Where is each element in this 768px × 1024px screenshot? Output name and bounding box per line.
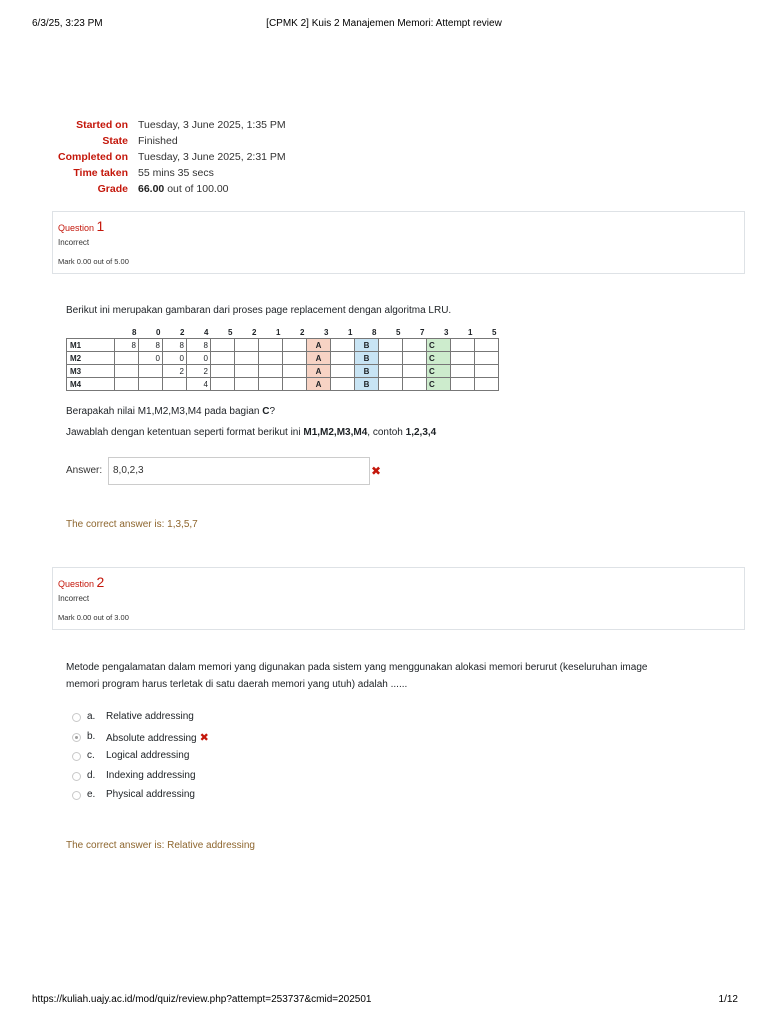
lru-cell [211,352,235,365]
option-text: Indexing addressing [106,769,196,781]
lru-header-cell: 4 [204,327,209,337]
lru-header-cell: 1 [468,327,473,337]
option-text: Logical addressing [106,750,190,761]
lru-cell: 8 [187,339,211,352]
q1-question-pre: Berapakah nilai M1,M2,M3,M4 pada bagian [66,406,263,417]
lru-cell [235,339,259,352]
lru-cell [139,378,163,391]
print-url: https://kuliah.uajy.ac.id/mod/quiz/review.php?attempt=253737&cmid=202501 [32,994,372,1005]
lru-header-cell: 1 [276,327,281,337]
question-1-number [58,218,104,234]
option-letter: b. [87,730,96,742]
question-1-prefix: Question [58,223,97,233]
lru-cell [451,352,475,365]
lru-cell [379,339,403,352]
completed-label: Completed on [58,151,128,163]
answer-label: Answer: [66,465,103,476]
lru-cell [259,339,283,352]
lru-header-cell: 2 [300,327,305,337]
lru-cell [331,365,355,378]
lru-header-cell: 5 [228,327,233,337]
lru-row-label: M4 [67,378,115,391]
lru-header-cell: 1 [348,327,353,337]
lru-cell [259,352,283,365]
question-2-num: 2 [96,574,105,590]
option-text-wrap [106,731,209,744]
lru-cell: 8 [163,339,187,352]
option-letter: a. [87,711,96,722]
lru-cell: B [355,352,379,365]
lru-cell [259,365,283,378]
lru-cell [211,378,235,391]
summary-state [58,133,286,149]
lru-cell: B [355,339,379,352]
question-1-instruction [66,424,436,441]
lru-cell: C [427,365,451,378]
question-1-correct-answer: The correct answer is: 1,3,5,7 [66,519,198,530]
question-2-number [58,574,104,590]
q1-instruction-bold2: 1,2,3,4 [405,427,437,438]
lru-cell: A [307,339,331,352]
option-text: Absolute addressing [106,732,197,744]
option-letter: e. [87,789,96,800]
question-1-num: 1 [96,218,105,234]
completed-value: Tuesday, 3 June 2025, 2:31 PM [138,151,286,163]
lru-cell [331,378,355,391]
lru-cell: C [427,339,451,352]
radio-selected-icon[interactable] [72,733,81,742]
lru-cell: 2 [163,365,187,378]
lru-header-cell: 5 [396,327,401,337]
lru-cell [403,378,427,391]
option-text: Relative addressing [106,711,194,722]
lru-table [66,326,499,391]
lru-cell [403,352,427,365]
lru-header-cell: 7 [420,327,425,337]
attempt-summary [58,117,286,197]
question-2-mark: Mark 0.00 out of 3.00 [58,613,129,622]
lru-corner [67,326,115,339]
radio-icon[interactable] [72,752,81,761]
lru-cell [475,365,499,378]
radio-icon[interactable] [72,772,81,781]
lru-cell [403,365,427,378]
lru-cell [283,365,307,378]
lru-header-cell: 3 [444,327,449,337]
lru-header-cell: 8 [372,327,377,337]
lru-header-cell: 8 [132,327,137,337]
question-1-question [66,403,275,420]
lru-cell: 8 [115,339,139,352]
lru-cell [451,365,475,378]
lru-cell [235,365,259,378]
lru-cell [235,378,259,391]
question-2-text-line1: Metode pengalamatan dalam memori yang digunakan pada sistem yang menggunakan alokasi memori berurut (keseluruhan image [66,662,648,673]
lru-cell: 0 [187,352,211,365]
lru-cell [211,339,235,352]
option-text: Physical addressing [106,789,195,800]
print-title: [CPMK 2] Kuis 2 Manajemen Memori: Attempt review [266,18,502,29]
lru-cell [475,339,499,352]
question-2-correct-answer: The correct answer is: Relative addressing [66,840,255,851]
summary-completed [58,149,286,165]
lru-cell [235,352,259,365]
q1-instruction-mid: , contoh [367,427,406,438]
lru-header-cell: 0 [156,327,161,337]
lru-row-label: M1 [67,339,115,352]
q1-question-bold: C [262,406,270,417]
radio-icon[interactable] [72,791,81,800]
question-1-intro: Berikut ini merupakan gambaran dari proses page replacement dengan algoritma LRU. [66,305,452,316]
print-header [0,18,768,32]
lru-cell [139,365,163,378]
question-2-info [52,567,745,630]
answer-input[interactable]: 8,0,2,3 [108,457,370,485]
lru-cell: 2 [187,365,211,378]
lru-cell [331,352,355,365]
question-1-mark: Mark 0.00 out of 5.00 [58,257,129,266]
lru-cell [211,365,235,378]
option-letter: c. [87,750,95,761]
lru-cell [475,378,499,391]
lru-cell [259,378,283,391]
lru-header-cell: 5 [492,327,497,337]
lru-header-row [67,326,499,339]
lru-cell: C [427,378,451,391]
lru-row-label: M2 [67,352,115,365]
q1-instruction-bold1: M1,M2,M3,M4 [303,427,368,438]
state-value: Finished [138,135,178,147]
lru-cell [283,378,307,391]
lru-row [67,352,499,365]
option-letter: d. [87,769,96,781]
time-value: 55 mins 35 secs [138,167,214,179]
lru-cell [115,365,139,378]
grade-value: 66.00 [138,183,165,195]
incorrect-icon: ✖ [199,731,209,744]
lru-row [67,339,499,352]
lru-row [67,378,499,391]
lru-cell [163,378,187,391]
lru-cell [475,352,499,365]
q1-question-post: ? [269,406,276,417]
lru-cell [283,339,307,352]
lru-cell [331,339,355,352]
lru-cell: 0 [163,352,187,365]
lru-cell [403,339,427,352]
q1-instruction-pre: Jawablah dengan ketentuan seperti format berikut ini [66,427,304,438]
incorrect-icon: ✖ [371,464,382,478]
grade-cell [138,181,286,197]
lru-cell: B [355,365,379,378]
summary-started [58,117,286,133]
lru-cell [451,378,475,391]
question-2-prefix: Question [58,579,97,589]
started-label: Started on [76,119,128,131]
question-2-text-line2: memori program harus terletak di satu daerah memori yang utuh) adalah ...... [66,679,408,690]
lru-cell: 0 [139,352,163,365]
started-value: Tuesday, 3 June 2025, 1:35 PM [138,119,286,131]
radio-icon[interactable] [72,713,81,722]
lru-row-label: M3 [67,365,115,378]
grade-label: Grade [97,183,128,195]
summary-time [58,165,286,181]
lru-header-cell: 2 [180,327,185,337]
lru-cell [379,352,403,365]
question-1-info [52,211,745,274]
lru-cell: A [307,365,331,378]
summary-grade [58,181,286,197]
grade-rest: out of 100.00 [164,183,229,195]
lru-cell: A [307,378,331,391]
lru-cell [115,352,139,365]
print-datetime: 6/3/25, 3:23 PM [32,18,103,29]
lru-header-cell: 2 [252,327,257,337]
lru-cell [379,378,403,391]
question-2-state: Incorrect [58,594,90,603]
lru-cell [115,378,139,391]
question-1-state: Incorrect [58,238,90,247]
lru-row [67,365,499,378]
print-footer [0,994,768,1008]
lru-cell: 4 [187,378,211,391]
state-label: State [102,135,128,147]
lru-cell: C [427,352,451,365]
lru-cell: 8 [139,339,163,352]
print-page-number: 1/12 [718,994,738,1005]
lru-body [67,339,499,391]
lru-cell: A [307,352,331,365]
lru-cell: B [355,378,379,391]
time-label: Time taken [73,167,128,179]
lru-cell [283,352,307,365]
lru-cell [379,365,403,378]
lru-cell [451,339,475,352]
lru-header-cell: 3 [324,327,329,337]
summary-table [58,117,286,197]
